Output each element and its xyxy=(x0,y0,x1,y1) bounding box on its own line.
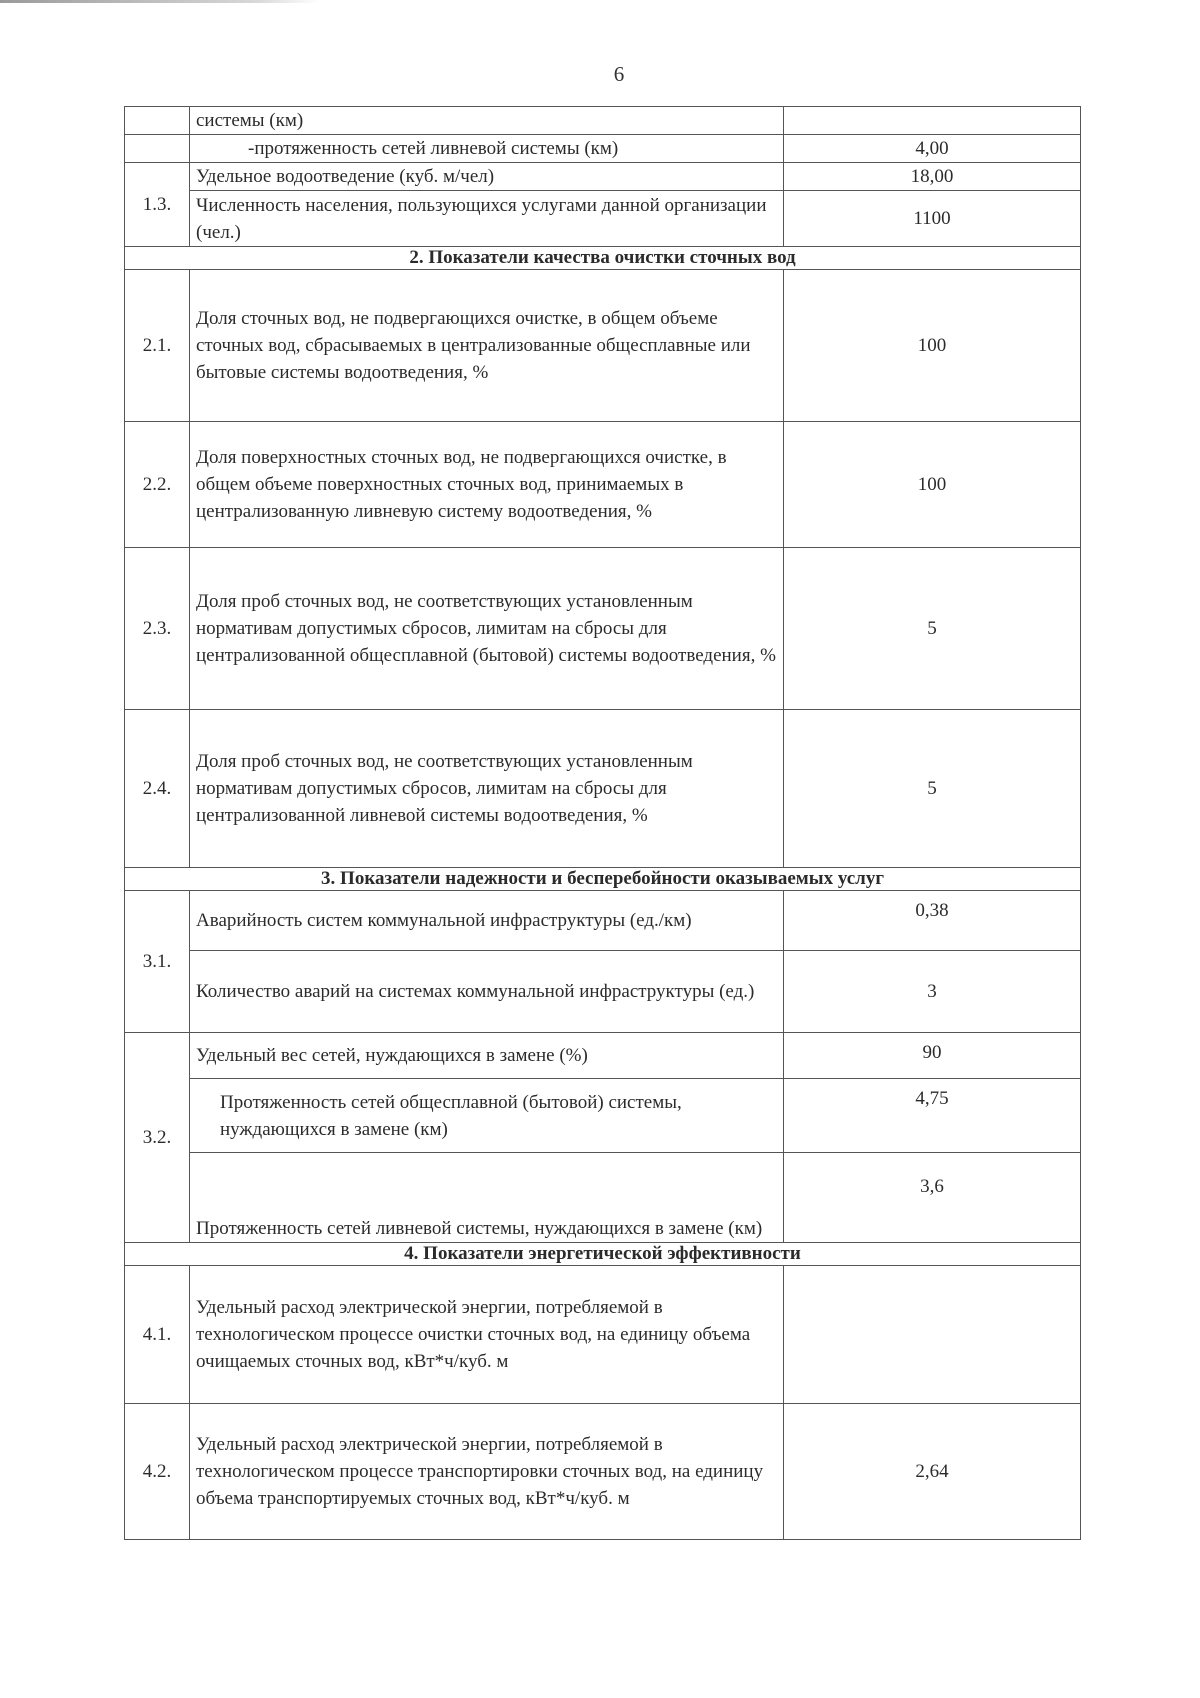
indicator-value: 4,00 xyxy=(784,135,1081,163)
section-title: 2. Показатели качества очистки сточных вод xyxy=(125,247,1081,270)
indicator-value: 5 xyxy=(784,710,1081,868)
row-number: 3.2. xyxy=(125,1033,190,1243)
section-header-row xyxy=(125,868,1081,891)
indicator-text: Удельный расход электрической энергии, потребляемой в технологическом процессе очистки сточных вод, на единицу объема очищаемых сточных вод, кВт*ч/куб. м xyxy=(190,1266,784,1404)
indicator-value: 0,38 xyxy=(784,891,1081,951)
indicator-text: системы (км) xyxy=(190,107,784,135)
indicators-table xyxy=(124,106,1081,1540)
section-header-row xyxy=(125,247,1081,270)
indicator-text: Численность населения, пользующихся услугами данной организации (чел.) xyxy=(190,191,784,247)
table-row xyxy=(125,135,1081,163)
indicator-text: Протяженность сетей общесплавной (бытовой) системы, нуждающихся в замене (км) xyxy=(190,1079,784,1153)
table-row xyxy=(125,163,1081,191)
indicator-text: Удельное водоотведение (куб. м/чел) xyxy=(190,163,784,191)
indicator-value: 5 xyxy=(784,548,1081,710)
indicator-value xyxy=(784,1266,1081,1404)
section-title: 3. Показатели надежности и бесперебойности оказываемых услуг xyxy=(125,868,1081,891)
indicator-value: 100 xyxy=(784,422,1081,548)
indicator-text: Доля проб сточных вод, не соответствующих установленным нормативам допустимых сбросов, лимитам на сбросы для централизованной общесплавной (бытовой) системы водоотведения, % xyxy=(190,548,784,710)
indicator-value: 2,64 xyxy=(784,1404,1081,1540)
table-row xyxy=(125,1033,1081,1079)
row-number: 4.2. xyxy=(125,1404,190,1540)
indicator-text: Доля сточных вод, не подвергающихся очистке, в общем объеме сточных вод, сбрасываемых в централизованные общесплавные или бытовые системы водоотведения, % xyxy=(190,270,784,422)
table-row xyxy=(125,1404,1081,1540)
indicator-value: 90 xyxy=(784,1033,1081,1079)
row-number: 2.3. xyxy=(125,548,190,710)
row-number: 3.1. xyxy=(125,891,190,1033)
indicator-text: -протяженность сетей ливневой системы (км) xyxy=(190,135,784,163)
indicator-value: 100 xyxy=(784,270,1081,422)
indicator-value: 3 xyxy=(784,951,1081,1033)
indicator-value: 1100 xyxy=(784,191,1081,247)
table-row xyxy=(125,191,1081,247)
indicator-text: Удельный расход электрической энергии, потребляемой в технологическом процессе транспортировки сточных вод, на единицу объема транспортируемых сточных вод, кВт*ч/куб. м xyxy=(190,1404,784,1540)
indicator-value: 18,00 xyxy=(784,163,1081,191)
indicator-value xyxy=(784,107,1081,135)
indicator-text: Доля проб сточных вод, не соответствующих установленным нормативам допустимых сбросов, лимитам на сбросы для централизованной ливневой системы водоотведения, % xyxy=(190,710,784,868)
page-number: 6 xyxy=(613,62,625,86)
indicator-value: 3,6 xyxy=(784,1153,1081,1243)
table-row xyxy=(125,891,1081,951)
indicator-text: Количество аварий на системах коммунальной инфраструктуры (ед.) xyxy=(190,951,784,1033)
table-row xyxy=(125,422,1081,548)
table-row xyxy=(125,548,1081,710)
indicator-text: Протяженность сетей ливневой системы, нуждающихся в замене (км) xyxy=(190,1153,784,1243)
row-number: 2.4. xyxy=(125,710,190,868)
indicator-text: Удельный вес сетей, нуждающихся в замене (%) xyxy=(190,1033,784,1079)
row-number: 4.1. xyxy=(125,1266,190,1404)
table-row xyxy=(125,270,1081,422)
scan-edge-artifact xyxy=(0,0,320,3)
row-number: 2.2. xyxy=(125,422,190,548)
table-row xyxy=(125,1079,1081,1153)
table-row xyxy=(125,1266,1081,1404)
indicator-text: Аварийность систем коммунальной инфраструктуры (ед./км) xyxy=(190,891,784,951)
table-row xyxy=(125,710,1081,868)
section-header-row xyxy=(125,1243,1081,1266)
row-number xyxy=(125,107,190,135)
row-number: 2.1. xyxy=(125,270,190,422)
table-row xyxy=(125,107,1081,135)
row-number: 1.3. xyxy=(125,163,190,247)
table-row xyxy=(125,951,1081,1033)
indicator-value: 4,75 xyxy=(784,1079,1081,1153)
table-row xyxy=(125,1153,1081,1243)
indicator-text: Доля поверхностных сточных вод, не подвергающихся очистке, в общем объеме поверхностных сточных вод, принимаемых в централизованную ливневую систему водоотведения, % xyxy=(190,422,784,548)
section-title: 4. Показатели энергетической эффективности xyxy=(125,1243,1081,1266)
row-number xyxy=(125,135,190,163)
